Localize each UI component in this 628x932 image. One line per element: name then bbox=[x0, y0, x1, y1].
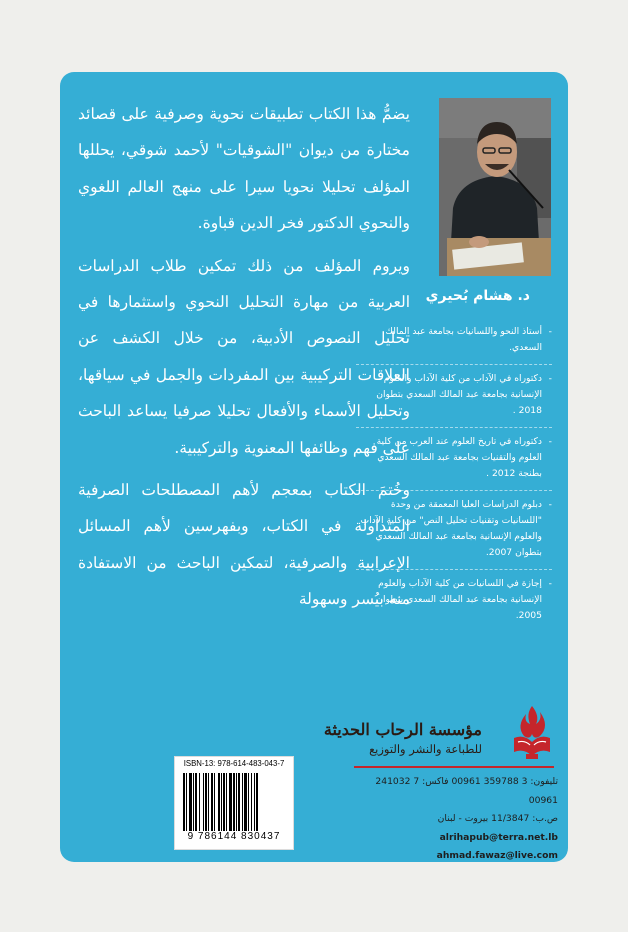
isbn-label: ISBN-13: 978-614-483-043-7 bbox=[183, 759, 285, 768]
publisher-contact bbox=[350, 773, 558, 866]
publisher-divider bbox=[354, 766, 554, 768]
barcode-bars bbox=[183, 773, 285, 831]
bio-item: - أستاذ النحو واللسانيات بجامعة عبد المالك السعدي. bbox=[356, 324, 552, 365]
bio-item: - دكتوراه في تاريخ العلوم عند العرب من كلية العلوم والتقنيات بجامعة عبد المالك السعدي بطنجة 2012 . bbox=[356, 434, 552, 491]
barcode-digits: 9 786144 830437 bbox=[187, 831, 281, 842]
blurb-paragraph-1: يضمُّ هذا الكتاب تطبيقات نحوية وصرفية على قصائد مختارة من ديوان "الشوقيات" لأحمد شوقي، يحللها المؤلف تحليلا نحويا سيرا على منهج العالم اللغوي والنحوي الدكتور فخر الدين قباوة. bbox=[78, 105, 410, 233]
contact-email: ahmad.fawaz@live.com bbox=[436, 850, 558, 861]
blurb-paragraph-2: ويروم المؤلف من ذلك تمكين طلاب الدراسات العربية من مهارة التحليل النحوي واستثمارها في تحليل النصوص الأدبية، من خلال الكشف عن العلاقات التركيبية بين المفردات والجمل في سياقها، وتحليل الأسماء والأفعال تحليلا صرفيا يساعد الباحث على فهم وظائفها المعنوية والتركيبية. bbox=[78, 256, 410, 457]
book-flame-logo-icon bbox=[510, 704, 554, 760]
publisher-tagline: للطباعة والنشر والتوزيع bbox=[369, 742, 482, 756]
publisher-name: مؤسسة الرحاب الحديثة bbox=[323, 720, 482, 739]
contact-phone: تليفون: 3 359788 00961 فاكس: 7 241032 00961 bbox=[375, 776, 558, 806]
bio-item: - دكتوراه في الآداب من كلية الآداب والعلوم الإنسانية بجامعة عبد المالك السعدي بتطوان 2018 . bbox=[356, 371, 552, 428]
bio-item: - دبلوم الدراسات العليا المعمقة من وحدة "اللسانيات وتقنيات تحليل النص" من كلية الآداب والعلوم الإنسانية بجامعة عبد المالك السعدي بتطوان 2007. bbox=[356, 497, 552, 570]
blurb-paragraph-3: وخُتمَ الكتاب بمعجم لأهم المصطلحات الصرفية المتداولة في الكتاب، وبفهرسين لأهم المسائل الإعرابية والصرفية، لتمكين الباحث من الاستفادة منه بيُسر وسهولة bbox=[78, 481, 410, 609]
author-name: د. هشام بُحيري bbox=[425, 288, 530, 304]
back-cover bbox=[60, 72, 568, 862]
contact-email: alrihapub@terra.net.lb bbox=[439, 831, 558, 843]
author-bio-list bbox=[356, 324, 552, 638]
isbn-barcode bbox=[174, 756, 294, 850]
bio-item: - إجازة في اللسانيات من كلية الآداب والعلوم الإنسانية بجامعة عبد المالك السعدي بتطوان 2005. bbox=[356, 576, 552, 632]
contact-address: ص.ب: 11/3847 بيروت - لبنان bbox=[437, 813, 558, 824]
author-photo bbox=[439, 98, 551, 276]
